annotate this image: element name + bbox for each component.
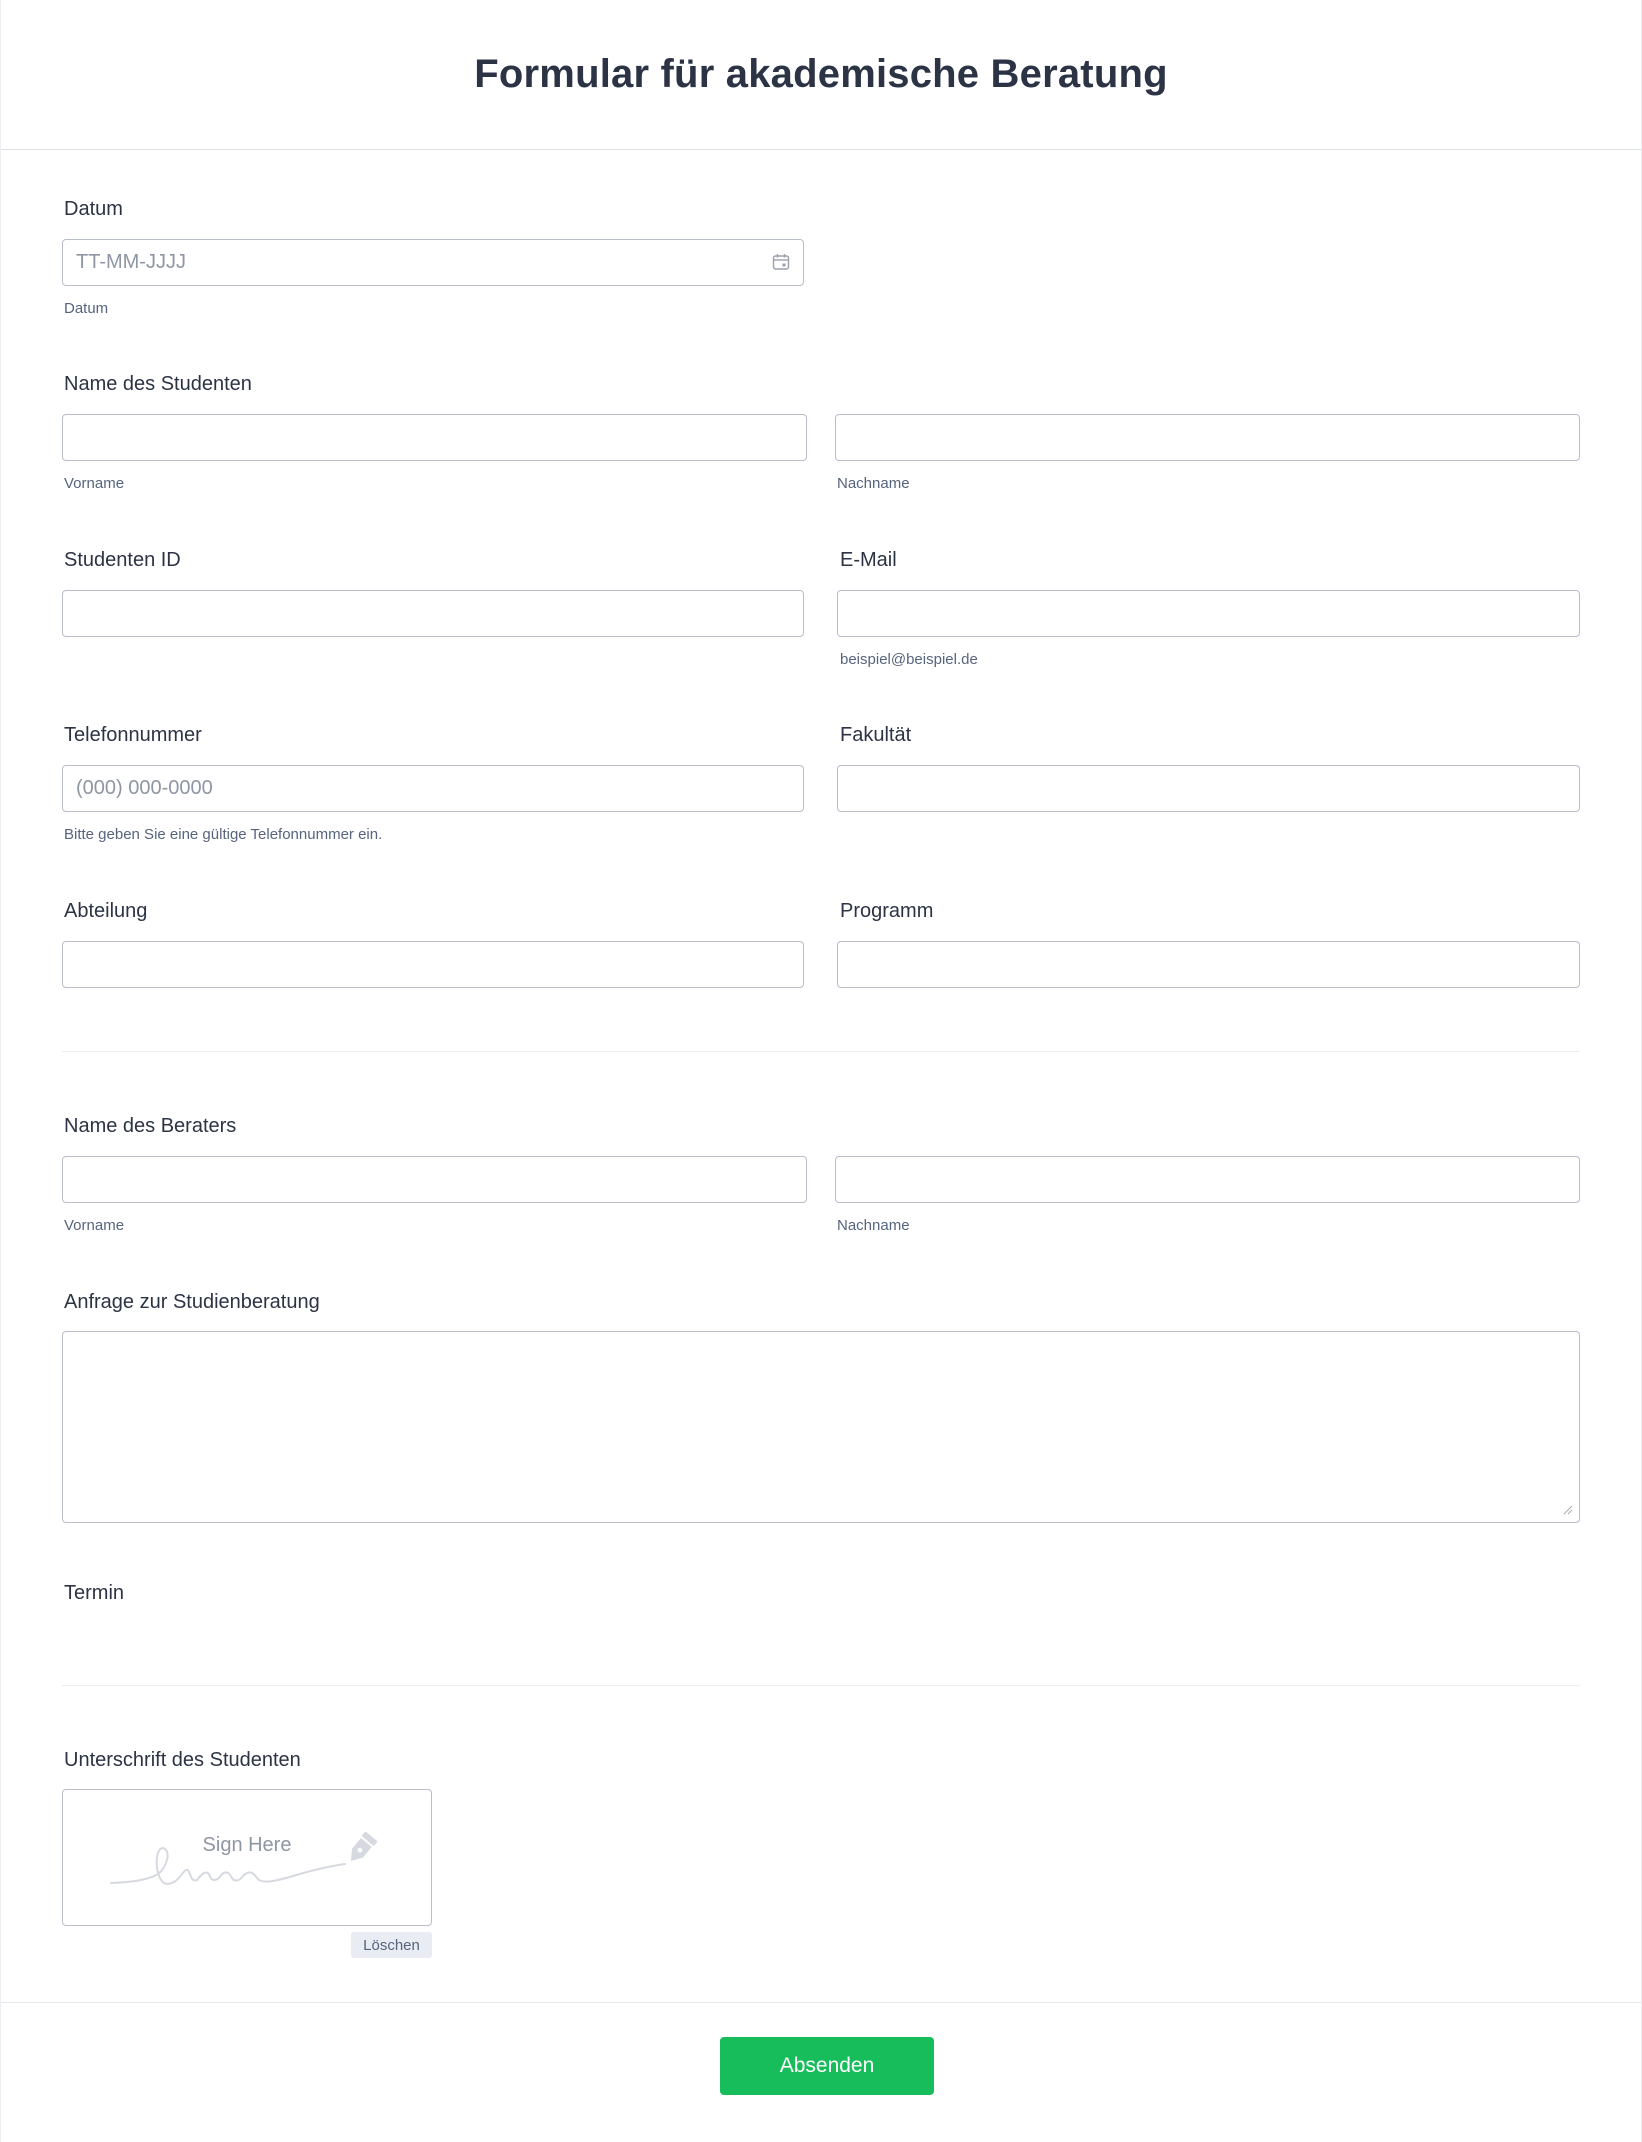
- advising-request-textarea[interactable]: [62, 1331, 1580, 1523]
- signature-pad[interactable]: [62, 1789, 432, 1926]
- advising-request-label: Anfrage zur Studienberatung: [64, 1291, 320, 1313]
- form-title: Formular für akademische Beratung: [474, 52, 1168, 96]
- program-label: Programm: [840, 900, 934, 922]
- signature-scribble-icon: [63, 1790, 433, 1927]
- student-last-name-input[interactable]: [835, 414, 1580, 461]
- signature-label: Unterschrift des Studenten: [64, 1749, 301, 1771]
- resize-handle-icon[interactable]: [1563, 1505, 1573, 1515]
- email-sublabel: beispiel@beispiel.de: [840, 651, 978, 668]
- faculty-label: Fakultät: [840, 724, 912, 746]
- appointment-label: Termin: [64, 1582, 125, 1604]
- submit-button[interactable]: Absenden: [720, 2037, 934, 2095]
- department-input[interactable]: [62, 941, 804, 988]
- date-sublabel: Datum: [64, 300, 109, 317]
- program-input[interactable]: [837, 941, 1580, 988]
- advisor-first-name-sublabel: Vorname: [64, 1217, 125, 1234]
- student-id-input[interactable]: [62, 590, 804, 637]
- calendar-icon[interactable]: [772, 253, 790, 271]
- email-label: E-Mail: [840, 549, 897, 571]
- advisor-last-name-input[interactable]: [835, 1156, 1580, 1203]
- student-first-name-sublabel: Vorname: [64, 475, 125, 492]
- student-first-name-input[interactable]: [62, 414, 807, 461]
- date-label: Datum: [64, 198, 123, 220]
- section-divider: [62, 1051, 1580, 1052]
- phone-input[interactable]: [62, 765, 804, 812]
- section-divider-2: [62, 1685, 1580, 1686]
- phone-label: Telefonnummer: [64, 724, 202, 746]
- signature-placeholder-text: Sign Here: [202, 1834, 292, 1856]
- form-header: [0, 0, 1642, 150]
- student-last-name-sublabel: Nachname: [837, 475, 910, 492]
- student-id-label: Studenten ID: [64, 549, 181, 571]
- faculty-input[interactable]: [837, 765, 1580, 812]
- phone-sublabel: Bitte geben Sie eine gültige Telefonnummer ein.: [64, 826, 383, 843]
- department-label: Abteilung: [64, 900, 148, 922]
- advisor-last-name-sublabel: Nachname: [837, 1217, 910, 1234]
- advisor-name-label: Name des Beraters: [64, 1115, 237, 1137]
- date-input[interactable]: [62, 239, 804, 286]
- email-input[interactable]: [837, 590, 1580, 637]
- clear-signature-button[interactable]: Löschen: [351, 1932, 432, 1958]
- advisor-first-name-input[interactable]: [62, 1156, 807, 1203]
- pen-nib-icon: [345, 1831, 378, 1866]
- student-name-label: Name des Studenten: [64, 373, 252, 395]
